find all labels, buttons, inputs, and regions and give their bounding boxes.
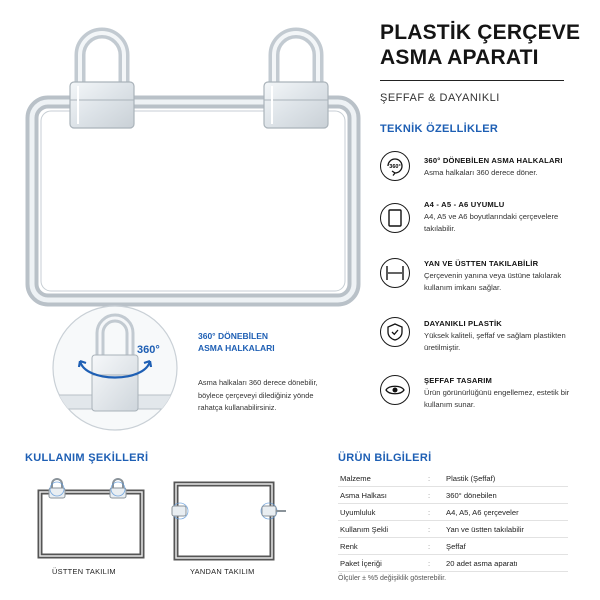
frame-inner-line xyxy=(32,102,354,300)
shield-check-icon xyxy=(380,317,410,347)
title-line-1: PLASTİK ÇERÇEVE xyxy=(380,21,581,44)
top-hanger-left xyxy=(49,479,65,498)
subtitle: ŞEFFAF & DAYANIKLI xyxy=(380,92,500,104)
product-illustration xyxy=(20,20,365,310)
feature-desc: Yüksek kaliteli, şeffaf ve sağlam plastikten üretilmiştir. xyxy=(424,331,566,352)
rotation-badge: 360° xyxy=(137,344,160,356)
side-mount-icon xyxy=(380,258,410,288)
info-value: 20 adet asma aparatı xyxy=(446,555,568,572)
page-size-icon xyxy=(380,203,410,233)
info-separator: : xyxy=(428,521,446,538)
table-row xyxy=(338,521,568,538)
feature-desc: Ürün görünürlüğünü engellemez, estetik bir kullanım sunar. xyxy=(424,388,570,409)
feature-desc: Asma halkaları 360 derece döner. xyxy=(424,168,538,177)
info-value: Yan ve üstten takılabilir xyxy=(446,521,568,538)
callout-title-line-2: ASMA HALKALARI xyxy=(198,343,275,353)
info-separator: : xyxy=(428,555,446,572)
feature-item xyxy=(380,258,410,288)
title-divider xyxy=(380,80,564,81)
top-hanger-right xyxy=(110,479,126,498)
callout-desc: Asma halkaları 360 derece dönebilir, böylece çerçeveyi dilediğiniz yönde rahatça kullanabilirsiniz. xyxy=(198,378,318,412)
frame-outer xyxy=(32,102,354,300)
side-hanger-left xyxy=(172,503,188,519)
side-mount-label: YANDAN TAKILIM xyxy=(190,567,255,576)
tolerance-note: Ölçüler ± %5 değişiklik gösterebilir. xyxy=(338,575,447,582)
feature-desc: A4, A5 ve A6 boyutlarındaki çerçevelere takılabilir. xyxy=(424,212,559,233)
feature-title: A4 - A5 - A6 UYUMLU xyxy=(424,200,505,209)
table-row xyxy=(338,487,568,504)
usage-heading: KULLANIM ŞEKİLLERİ xyxy=(25,452,149,464)
eye-icon xyxy=(380,375,410,405)
left-hanger xyxy=(70,33,134,128)
feature-title: 360° DÖNEBİLEN ASMA HALKALARI xyxy=(424,156,563,165)
table-row xyxy=(338,504,568,521)
info-value: 360° dönebilen xyxy=(446,487,568,504)
table-row xyxy=(338,555,568,572)
feature-item xyxy=(380,203,410,233)
top-mount-diagram xyxy=(30,472,150,562)
info-value: A4, A5, A6 çerçeveler xyxy=(446,504,568,521)
info-key: Malzeme xyxy=(338,470,428,487)
title-line-2: ASMA APARATI xyxy=(380,46,539,69)
info-key: Paket İçeriği xyxy=(338,555,428,572)
feature-title: YAN VE ÜSTTEN TAKILABİLİR xyxy=(424,259,539,268)
feature-item xyxy=(380,151,410,181)
side-mount-diagram xyxy=(168,478,293,568)
page-title xyxy=(380,20,580,70)
rotate-360-icon xyxy=(380,151,410,181)
info-separator: : xyxy=(428,487,446,504)
product-info-heading: ÜRÜN BİLGİLERİ xyxy=(338,452,432,464)
feature-item xyxy=(380,317,410,347)
info-value: Şeffaf xyxy=(446,538,568,555)
info-separator: : xyxy=(428,504,446,521)
rotate-360-label: 360° xyxy=(389,164,401,170)
product-info-table xyxy=(338,470,568,572)
info-key: Renk xyxy=(338,538,428,555)
table-row xyxy=(338,538,568,555)
feature-item xyxy=(380,375,410,405)
info-key: Kullanım Şekli xyxy=(338,521,428,538)
info-value: Plastik (Şeffaf) xyxy=(446,470,568,487)
callout-title-line-1: 360° DÖNEBİLEN xyxy=(198,331,269,341)
hanger-zoom-detail xyxy=(40,303,190,433)
info-separator: : xyxy=(428,470,446,487)
table-row xyxy=(338,470,568,487)
feature-title: ŞEFFAF TASARIM xyxy=(424,376,493,385)
info-key: Asma Halkası xyxy=(338,487,428,504)
feature-desc: Çerçevenin yanına veya üstüne takılarak kullanım imkanı sağlar. xyxy=(424,271,562,292)
features-heading: TEKNİK ÖZELLİKLER xyxy=(380,123,499,135)
info-separator: : xyxy=(428,538,446,555)
callout-title xyxy=(198,330,275,354)
feature-title: DAYANIKLI PLASTİK xyxy=(424,319,502,328)
info-key: Uyumluluk xyxy=(338,504,428,521)
right-hanger xyxy=(264,33,328,128)
top-mount-label: ÜSTTEN TAKILIM xyxy=(52,567,116,576)
